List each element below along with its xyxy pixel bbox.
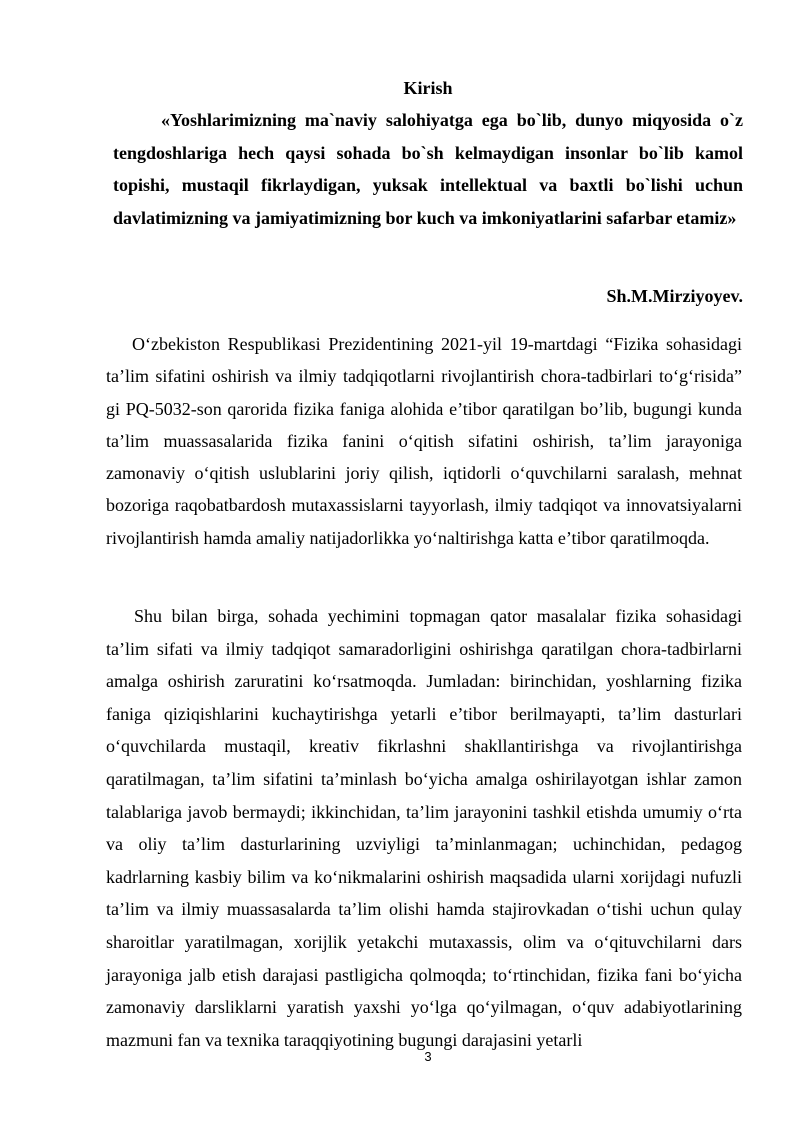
body-paragraph: Shu bilan birga, sohada yechimini topmagan qator masalalar fizika sohasidagi ta’lim sifati va ilmiy tadqiqot samaradorligini oshirishga qaratilgan chora-tadbirlarni amalga oshirish zaruratini ko‘rsatmoqda. Jumladan: birinchidan, yoshlarning fizika faniga qiziqishlarini kuchaytirishga yetarli e’tibor berilmayapti, ta’lim dasturlari o‘quvchilarda mustaqil, kreativ fikrlashni shakllantirishga va rivojlantirishga qaratilmagan, ta’lim sifatini ta’minlash bo‘yicha amalga oshirilayotgan ishlar zamon talablariga javob bermaydi; ikkinchidan, ta’lim jarayonini tashkil etishda umumiy o‘rta va oliy ta’lim dasturlarining uzviyligi ta’minlanmagan; uchinchidan, pedagog kadrlarning kasbiy bilim va ko‘nikmalarini oshirish maqsadida ularni xorijdagi nufuzli ta’lim va ilmiy muassasalarda ta’lim olishi hamda stajirovkadan o‘tishi uchun qulay sharoitlar yaratilmagan, xorijlik yetakchi mutaxassis, olim va o‘qituvchilarni dars jarayoniga jalb etish darajasi pastligicha qolmoqda; to‘rtinchidan, fizika fani bo‘yicha zamonaviy darsliklarni yaratish yaxshi yo‘lga qo‘yilmagan, o‘quv adabiyotlarining mazmuni fan va texnika taraqqiyotining bugungi darajasini yetarli xyxy=(106,606,742,1050)
section-heading: Kirish xyxy=(403,78,453,98)
body-paragraph: O‘zbekiston Respublikasi Prezidentining 2021-yil 19-martdagi “Fizika sohasidagi ta’lim sifatini oshirish va ilmiy tadqiqotlarni rivojlantirish chora-tadbirlari to‘g‘risida” gi PQ-5032-son qarorida fizika faniga alohida e’tibor qaratilgan bo’lib, bugungi kunda ta’lim muassasalarida fizika fanini o‘qitish sifatini oshirish, ta’lim jarayoniga zamonaviy o‘qitish uslublarini joriy qilish, iqtidorli o‘quvchilarni saralash, mehnat bozoriga raqobatbardosh mutaxassislarni tayyorlash, ilmiy tadqiqot va innovatsiyalarni rivojlantirish hamda amaliy natijadorlikka yo‘naltirishga katta e’tibor qaratilmoqda. xyxy=(106,334,742,548)
page-number: 3 xyxy=(424,1049,432,1064)
epigraph-quote: «Yoshlarimizning ma`naviy salohiyatga ega bo`lib, dunyo miqyosida o`z tengdoshlariga hech qaysi sohada bo`sh kelmaydigan insonlar bo`lib kamol topishi, mustaqil fikrlaydigan, yuksak intellektual va baxtli bo`lishi uchun davlatimizning va jamiyatimizning bor kuch va imkoniyatlarini safarbar etamiz» xyxy=(113,110,743,228)
epigraph-author: Sh.M.Mirziyoyev. xyxy=(606,286,743,306)
